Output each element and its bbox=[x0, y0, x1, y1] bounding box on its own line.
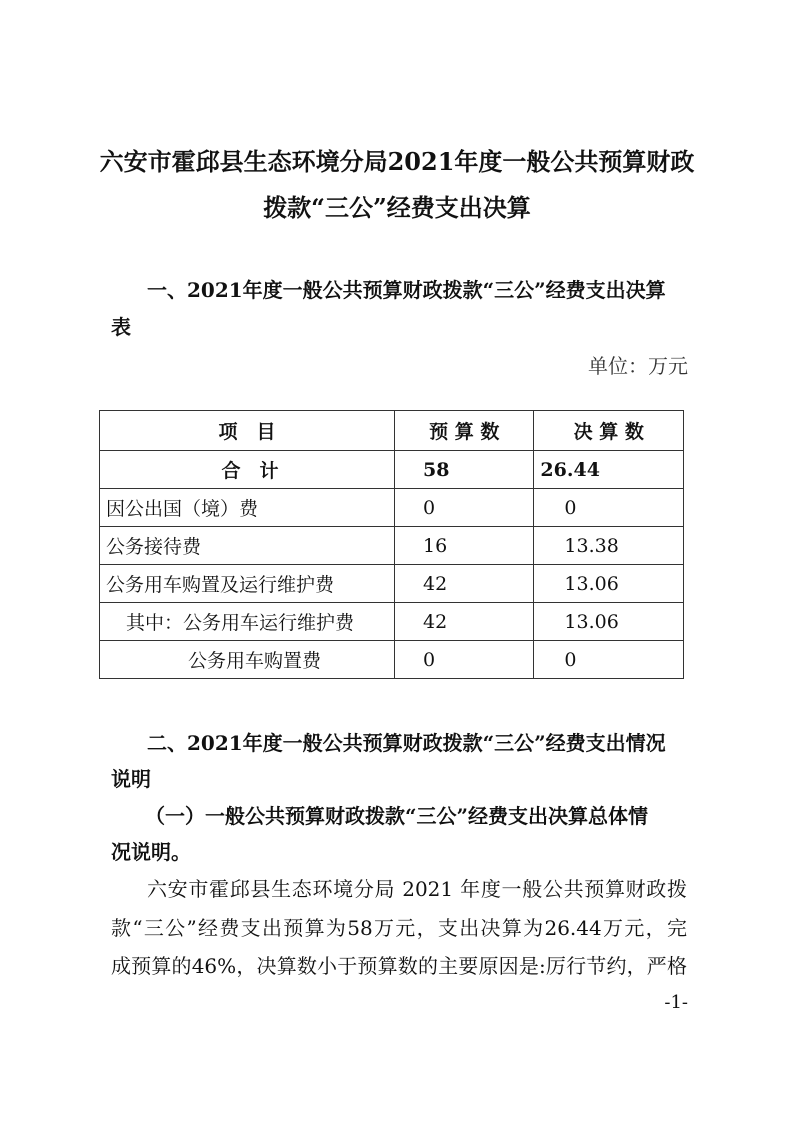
paragraph-line: 成预算的46%，决算数小于预算数的主要原因是:厉行节约，严格 bbox=[111, 954, 687, 978]
page-number: -1- bbox=[664, 992, 688, 1013]
table-header-row bbox=[100, 411, 684, 451]
header-actual: 决 算 数 bbox=[534, 411, 684, 451]
paragraph-line: 六安市霍邱县生态环境分局 2021 年度一般公共预算财政拨 bbox=[147, 877, 687, 901]
section-1-heading: 一、2021年度一般公共预算财政拨款“三公”经费支出决算 bbox=[147, 278, 666, 302]
table-row bbox=[100, 527, 684, 565]
table-row bbox=[100, 489, 684, 527]
cell-item: 其中：公务用车运行维护费 bbox=[100, 603, 395, 641]
cell-budget: 0 bbox=[395, 489, 534, 527]
document-title-line-1: 六安市霍邱县生态环境分局2021年度一般公共预算财政 bbox=[99, 147, 695, 176]
section-1-heading-cont: 表 bbox=[111, 315, 131, 339]
section-2-heading: 二、2021年度一般公共预算财政拨款“三公”经费支出情况 bbox=[147, 731, 666, 755]
cell-actual: 13.38 bbox=[534, 527, 684, 565]
cell-item: 因公出国（境）费 bbox=[100, 489, 395, 527]
paragraph-line: 款“三公”经费支出预算为58万元，支出决算为26.44万元，完 bbox=[111, 916, 687, 940]
cell-budget: 42 bbox=[395, 565, 534, 603]
cell-budget: 16 bbox=[395, 527, 534, 565]
table-row bbox=[100, 641, 684, 679]
cell-item: 合 计 bbox=[100, 451, 395, 489]
three-public-expenses-table bbox=[99, 410, 684, 679]
cell-item: 公务用车购置及运行维护费 bbox=[100, 565, 395, 603]
cell-actual: 26.44 bbox=[534, 451, 684, 489]
cell-budget: 42 bbox=[395, 603, 534, 641]
cell-actual: 0 bbox=[534, 489, 684, 527]
document-title-line-2: 拨款“三公”经费支出决算 bbox=[263, 193, 531, 222]
cell-budget: 0 bbox=[395, 641, 534, 679]
table-row bbox=[100, 565, 684, 603]
header-budget: 预 算 数 bbox=[395, 411, 534, 451]
cell-item: 公务接待费 bbox=[100, 527, 395, 565]
cell-budget: 58 bbox=[395, 451, 534, 489]
cell-actual: 13.06 bbox=[534, 603, 684, 641]
header-item: 项 目 bbox=[100, 411, 395, 451]
cell-item: 公务用车购置费 bbox=[100, 641, 395, 679]
section-2-heading-cont: 说明 bbox=[111, 767, 151, 791]
cell-actual: 13.06 bbox=[534, 565, 684, 603]
subsection-1-heading: （一）一般公共预算财政拨款“三公”经费支出决算总体情 bbox=[145, 804, 649, 828]
subsection-1-heading-cont: 况说明。 bbox=[111, 840, 191, 864]
cell-actual: 0 bbox=[534, 641, 684, 679]
table-row bbox=[100, 603, 684, 641]
unit-label: 单位：万元 bbox=[588, 354, 688, 378]
table-row-total bbox=[100, 451, 684, 489]
